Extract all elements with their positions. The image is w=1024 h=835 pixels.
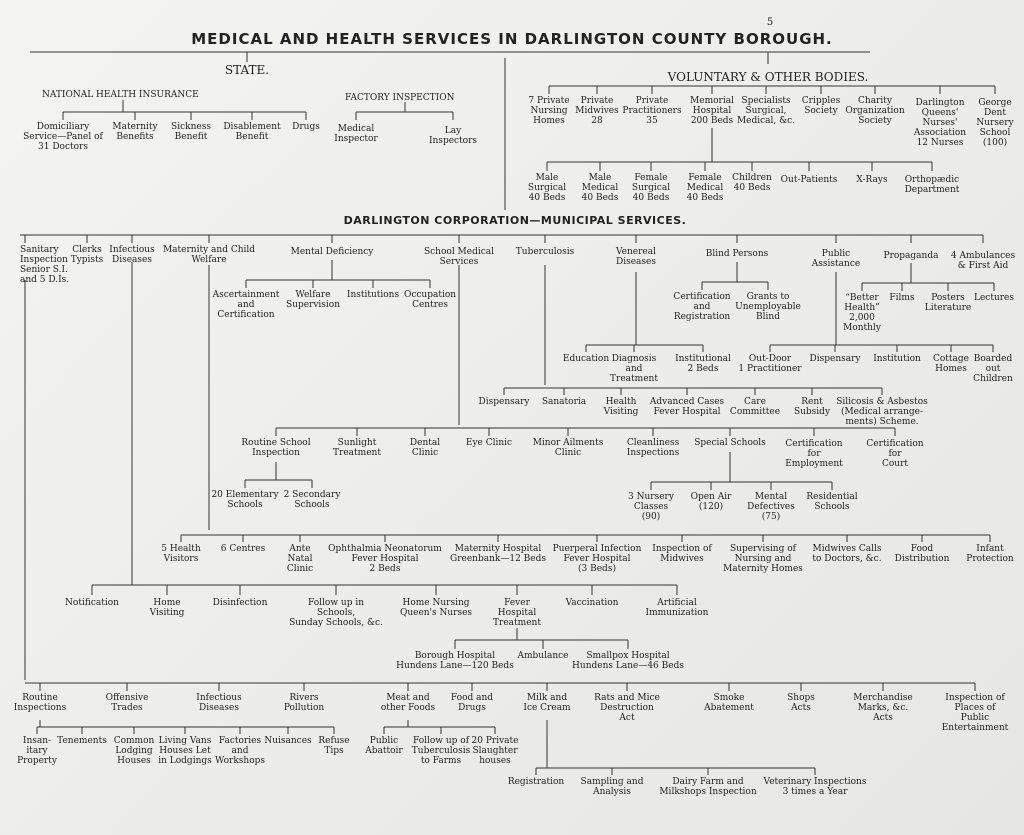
meat-other-foods: Meat and other Foods (380, 693, 436, 713)
tb-dispensary: Dispensary (478, 397, 530, 407)
open-air-schools: Open Air (120) (690, 492, 732, 512)
certification-for-employment: Certification for Employment (785, 439, 843, 469)
tb-sanatoria: Sanatoria (541, 397, 587, 407)
posters-literature: Posters Literature (924, 293, 972, 313)
home-nursing: Home Nursing Queen's Nurses (399, 598, 473, 618)
merchandise-marks: Merchandise Marks, &c. Acts (853, 693, 913, 723)
special-schools: Special Schools (694, 438, 766, 448)
factory-inspection-heading: FACTORY INSPECTION (345, 93, 455, 103)
advanced-cases-fever-hospital: Advanced Cases Fever Hospital (649, 397, 725, 417)
ante-natal-clinic: Ante Natal Clinic (286, 544, 314, 574)
welfare-centres: 6 Centres (220, 544, 266, 554)
specialists: Specialists Surgical, Medical, &c. (736, 96, 796, 126)
nuisances: Nuisances (264, 736, 312, 746)
notification: Notification (65, 598, 119, 608)
drugs: Drugs (292, 122, 320, 132)
boarded-out-children: Boarded out Children (973, 354, 1013, 384)
common-lodging-houses: Common Lodging Houses (113, 736, 155, 766)
routine-school-inspection: Routine School Inspection (241, 438, 311, 458)
rivers-pollution: Rivers Pollution (283, 693, 325, 713)
shops-acts: Shops Acts (787, 693, 815, 713)
domiciliary-service: Domiciliary Service—Panel of 31 Doctors (23, 122, 103, 152)
private-practitioners: Private Practitioners 35 (622, 96, 682, 126)
vd-education: Education (562, 354, 610, 364)
private-nursing-homes: 7 Private Nursing Homes (528, 96, 570, 126)
offensive-trades: Offensive Trades (105, 693, 149, 713)
school-medical-services: School Medical Services (423, 247, 495, 267)
orthopaedic-department: Orthopædic Department (904, 175, 960, 195)
living-vans: Living Vans Houses Let in Lodgings (158, 736, 212, 766)
tenements: Tenements (57, 736, 107, 746)
grants-unemployable-blind: Grants to Unemployable Blind (735, 292, 801, 322)
minor-ailments-clinic: Minor Ailments Clinic (532, 438, 604, 458)
factories-workshops: Factories and Workshops (214, 736, 266, 766)
female-medical: Female Medical 40 Beds (686, 173, 724, 203)
cleanliness-inspections: Cleanliness Inspections (626, 438, 680, 458)
better-health-monthly: “Better Health” 2,000 Monthly (843, 293, 881, 333)
inspection-of-midwives: Inspection of Midwives (652, 544, 712, 564)
corporation-heading: DARLINGTON CORPORATION—MUNICIPAL SERVICES. (343, 214, 687, 227)
cripples-society: Cripples Society (801, 96, 841, 116)
cottage-homes: Cottage Homes (933, 354, 969, 374)
x-rays: X-Rays (856, 175, 888, 185)
food-distribution: Food Distribution (894, 544, 950, 564)
nursery-classes: 3 Nursery Classes (90) (628, 492, 674, 522)
queens-nurses-association: Darlington Queens' Nurses' Association 12 Nurses (913, 98, 967, 148)
inspection-public-entertainment: Inspection of Places of Public Entertainment (941, 693, 1009, 733)
vd-diagnosis-treatment: Diagnosis and Treatment (610, 354, 658, 384)
secondary-schools: 2 Secondary Schools (283, 490, 341, 510)
male-medical: Male Medical 40 Beds (581, 173, 619, 203)
midwives-calls: Midwives Calls to Doctors, &c. (812, 544, 882, 564)
ambulance: Ambulance (517, 651, 569, 661)
private-midwives: Private Midwives 28 (575, 96, 619, 126)
ambulances-first-aid: 4 Ambulances & First Aid (950, 251, 1016, 271)
follow-up-tuberculosis-farms: Follow up of Tuberculosis to Farms (411, 736, 471, 766)
sickness-benefit: Sickness Benefit (171, 122, 211, 142)
sanitary-infectious-diseases: Infectious Diseases (196, 693, 242, 713)
medical-inspector: Medical Inspector (334, 124, 378, 144)
mental-deficiency: Mental Deficiency (290, 247, 374, 257)
fever-hospital-treatment: Fever Hospital Treatment (493, 598, 541, 628)
occupation-centres: Occupation Centres (403, 290, 457, 310)
silicosis-asbestos-scheme: Silicosis & Asbestos (Medical arrange- ments) Scheme. (836, 397, 928, 427)
clerks-typists: Clerks Typists (70, 245, 104, 265)
charity-organization-society: Charity Organization Society (845, 96, 905, 126)
venereal-diseases: Venereal Diseases (616, 247, 656, 267)
pa-dispensary: Dispensary (809, 354, 861, 364)
borough-hospital: Borough Hospital Hundens Lane—120 Beds (396, 651, 514, 671)
residential-schools: Residential Schools (806, 492, 858, 512)
milk-ice-cream: Milk and Ice Cream (523, 693, 571, 713)
disablement-benefit: Disablement Benefit (223, 122, 281, 142)
artificial-immunization: Artificial Immunization (645, 598, 709, 618)
public-abattoir: Public Abattoir (365, 736, 403, 756)
voluntary-heading: VOLUNTARY & OTHER BODIES. (667, 70, 869, 84)
rent-subsidy: Rent Subsidy (793, 397, 831, 417)
milk-registration: Registration (507, 777, 565, 787)
maternity-hospital-greenbank: Maternity Hospital Greenbank—12 Beds (450, 544, 546, 564)
ophthalmia-neonatorum: Ophthalmia Neonatorum Fever Hospital 2 Beds (328, 544, 442, 574)
maternity-child-welfare: Maternity and Child Welfare (162, 245, 256, 265)
lay-inspectors: Lay Inspectors (428, 126, 478, 146)
private-slaughter-houses: 20 Private Slaughter houses (471, 736, 519, 766)
disinfection: Disinfection (212, 598, 268, 608)
welfare-supervision: Welfare Supervision (285, 290, 341, 310)
propaganda: Propaganda (883, 251, 939, 261)
out-patients: Out-Patients (780, 175, 838, 185)
rats-mice-destruction: Rats and Mice Destruction Act (594, 693, 660, 723)
public-assistance: Public Assistance (811, 249, 861, 269)
infectious-diseases: Infectious Diseases (109, 245, 155, 265)
pa-institution: Institution (873, 354, 921, 364)
home-visiting: Home Visiting (149, 598, 185, 618)
ascertainment-certification: Ascertainment and Certification (212, 290, 280, 320)
sampling-analysis: Sampling and Analysis (580, 777, 644, 797)
mental-institutions: Institutions (346, 290, 400, 300)
dairy-farm-inspection: Dairy Farm and Milkshops Inspection (659, 777, 757, 797)
female-surgical: Female Surgical 40 Beds (631, 173, 671, 203)
institutional-beds: Institutional 2 Beds (675, 354, 731, 374)
infant-protection: Infant Protection (966, 544, 1014, 564)
dental-clinic: Dental Clinic (409, 438, 441, 458)
smoke-abatement: Smoke Abatement (704, 693, 754, 713)
nhi-heading: NATIONAL HEALTH INSURANCE (42, 90, 199, 100)
food-and-drugs: Food and Drugs (450, 693, 494, 713)
state-heading: STATE. (224, 63, 270, 77)
blind-certification-registration: Certification and Registration (673, 292, 731, 322)
sunlight-treatment: Sunlight Treatment (333, 438, 381, 458)
maternity-benefits: Maternity Benefits (112, 122, 158, 142)
male-surgical: Male Surgical 40 Beds (527, 173, 567, 203)
tuberculosis: Tuberculosis (515, 247, 575, 257)
care-committee: Care Committee (729, 397, 781, 417)
supervising-nursing-homes: Supervising of Nursing and Maternity Homes (723, 544, 803, 574)
films: Films (889, 293, 915, 303)
elementary-schools: 20 Elementary Schools (211, 490, 279, 510)
tb-health-visiting: Health Visiting (603, 397, 639, 417)
memorial-hospital: Memorial Hospital 200 Beds (690, 96, 734, 126)
follow-up-schools: Follow up in Schools, Sunday Schools, &c. (289, 598, 383, 628)
page-number: 5 (766, 17, 774, 28)
puerperal-infection-hospital: Puerperal Infection Fever Hospital (3 Beds) (552, 544, 642, 574)
veterinary-inspections: Veterinary Inspections 3 times a Year (763, 777, 867, 797)
out-door-practitioner: Out-Door 1 Practitioner (738, 354, 802, 374)
lectures: Lectures (973, 293, 1015, 303)
routine-inspections: Routine Inspections (13, 693, 67, 713)
smallpox-hospital: Smallpox Hospital Hundens Lane—46 Beds (572, 651, 684, 671)
eye-clinic: Eye Clinic (465, 438, 513, 448)
health-visitors: 5 Health Visitors (161, 544, 201, 564)
page-title: MEDICAL AND HEALTH SERVICES IN DARLINGTON COUNTY BOROUGH. (191, 30, 833, 48)
certification-for-court: Certification for Court (866, 439, 924, 469)
vaccination: Vaccination (565, 598, 619, 608)
blind-persons: Blind Persons (705, 249, 769, 259)
george-dent-nursery: George Dent Nursery School (100) (976, 98, 1014, 148)
children-beds: Children 40 Beds (732, 173, 772, 193)
mental-defectives: Mental Defectives (75) (747, 492, 795, 522)
sanitary-inspection: Sanitary Inspection Senior S.I. and 5 D.Is. (20, 245, 70, 285)
refuse-tips: Refuse Tips (318, 736, 350, 756)
insanitary-property: Insan- itary Property (17, 736, 57, 766)
